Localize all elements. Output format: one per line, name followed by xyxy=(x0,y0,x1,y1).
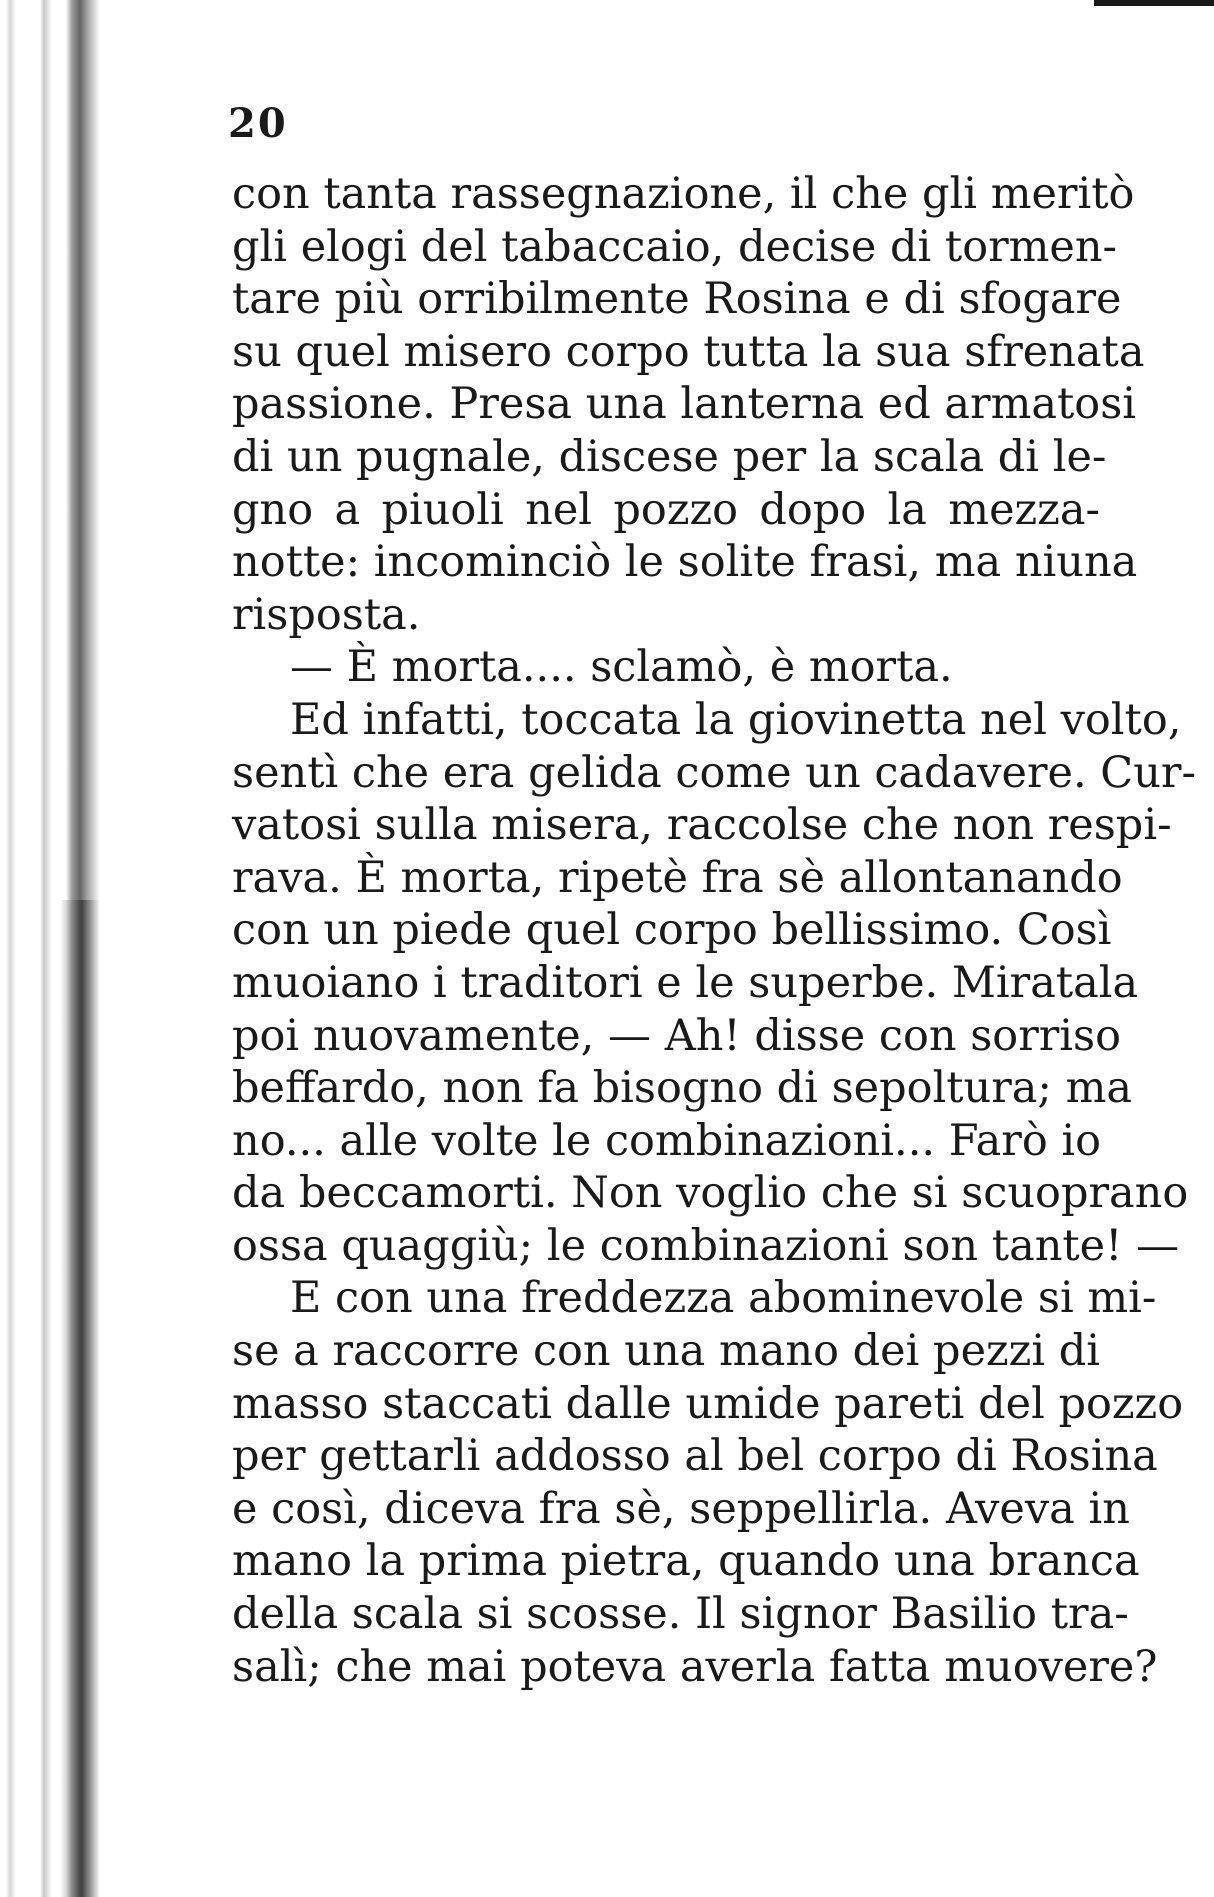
text-line: mano la prima pietra, quando una branca xyxy=(232,1536,1140,1587)
text-line: con tanta rassegnazione, il che gli meritò xyxy=(232,169,1135,219)
binding-shadow-dark xyxy=(60,900,100,1897)
text-line: poi nuovamente, — Ah! disse con sorriso xyxy=(232,1010,1122,1061)
text-line: muoiano i traditori e le superbe. Miratala xyxy=(232,957,1139,1008)
text-line: della scala si scosse. Il signor Basilio tra- xyxy=(232,1589,1129,1640)
text-line: per gettarli addosso al bel corpo di Rosina xyxy=(232,1431,1158,1482)
text-line: salì; che mai poteva averla fatta muovere? xyxy=(232,1641,1158,1692)
text-line: passione. Presa una lanterna ed armatosi xyxy=(232,379,1137,430)
text-line: e così, diceva fra sè, seppellirla. Aveva in xyxy=(232,1483,1130,1534)
top-edge-rule xyxy=(1094,0,1214,6)
text-line: notte: incominciò le solite frasi, ma niuna xyxy=(232,537,1138,588)
paragraph-start-line: E con una freddezza abominevole si mi- xyxy=(290,1273,1157,1324)
paragraph-start-line: Ed infatti, toccata la giovinetta nel volto, xyxy=(290,694,1182,745)
text-line: masso staccati dalle umide pareti del pozzo xyxy=(232,1378,1184,1429)
text-line: no... alle volte le combinazioni... Farò io xyxy=(232,1115,1102,1166)
body-text xyxy=(232,168,1196,1693)
text-line: da beccamorti. Non voglio che si scuoprano xyxy=(232,1168,1189,1219)
text-line: vatosi sulla misera, raccolse che non respi- xyxy=(232,800,1172,851)
dialog-line: — È morta.... sclamò, è morta. xyxy=(290,642,953,693)
text-line: rava. È morta, ripetè fra sè allontanando xyxy=(232,852,1123,903)
text-line: gno a piuoli nel pozzo dopo la mezza- xyxy=(232,484,1100,535)
text-line: su quel misero corpo tutta la sua sfrenata xyxy=(232,326,1145,377)
text-line: se a raccorre con una mano dei pezzi di xyxy=(232,1326,1101,1377)
text-line: di un pugnale, discese per la scala di le- xyxy=(232,431,1107,482)
text-line: gli elogi del tabaccaio, decise di tormen- xyxy=(232,221,1118,272)
page-number: 20 xyxy=(228,100,288,147)
text-line: risposta. xyxy=(232,589,421,640)
text-line: sentì che era gelida come un cadavere. Cur- xyxy=(232,747,1196,798)
text-line: ossa quaggiù; le combinazioni son tante! — xyxy=(232,1220,1180,1271)
text-line: tare più orribilmente Rosina e di sfogare xyxy=(232,274,1122,325)
text-line: con un piede quel corpo bellissimo. Così xyxy=(232,905,1112,956)
text-line: beffardo, non fa bisogno di sepoltura; ma xyxy=(232,1063,1132,1114)
